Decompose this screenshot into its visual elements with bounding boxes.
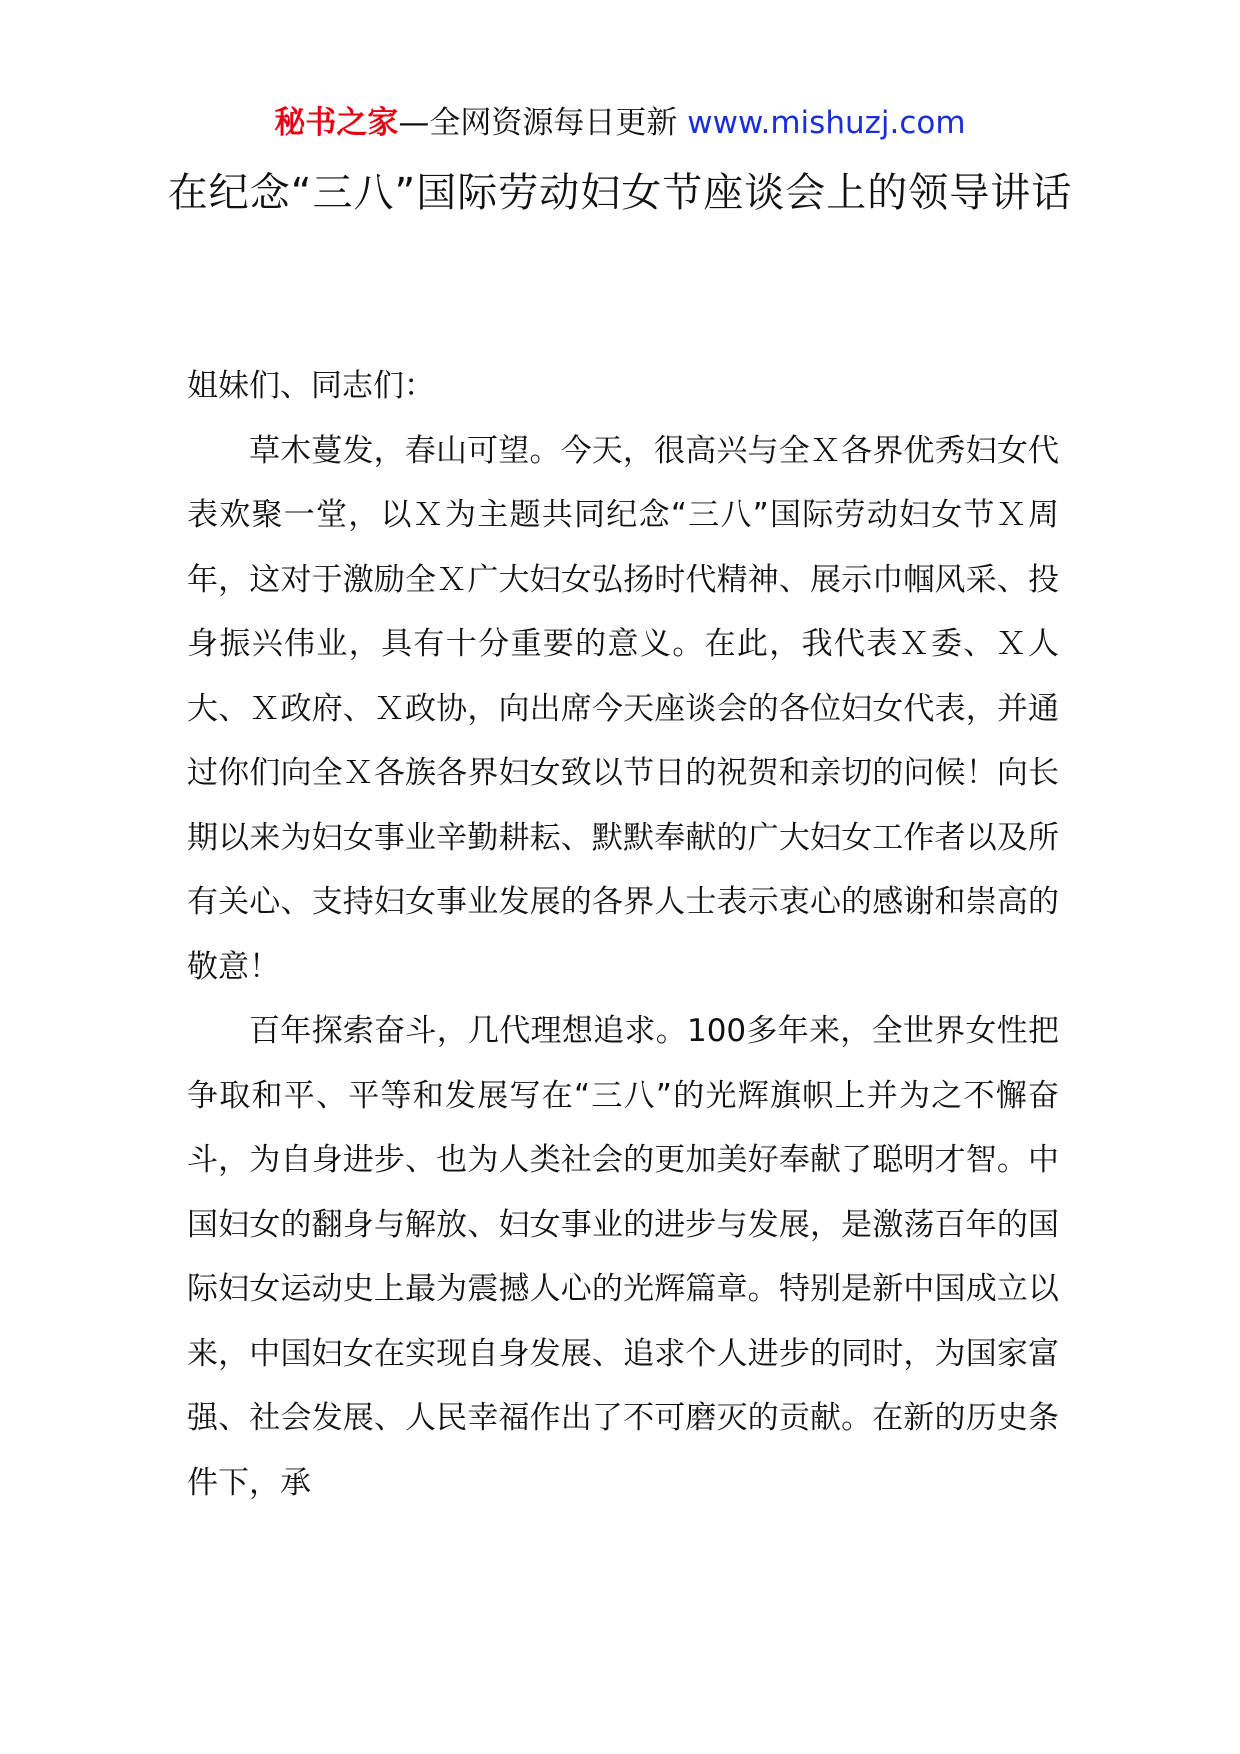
paragraph-2: 百年探索奋斗，几代理想追求。100多年来，全世界女性把争取和平、平等和发展写在“三八”的光辉旗帜上并为之不懈奋斗，为自身进步、也为人类社会的更加美好奉献了聪明才智。中国妇女的翻身与解放、妇女事业的进步与发展，是激荡百年的国际妇女运动史上最为震撼人心的光辉篇章。特别是新中国成立以来，中国妇女在实现自身发展、追求个人进步的同时，为国家富强、社会发展、人民幸福作出了不可磨灭的贡献。在新的历史条件下，承 bbox=[187, 1013, 1059, 1501]
brand-name: 秘书之家 bbox=[274, 105, 399, 141]
header-tagline: —全网资源每日更新 bbox=[398, 105, 688, 141]
salutation: 姐妹们、同志们： bbox=[187, 368, 435, 404]
site-header bbox=[0, 98, 1240, 148]
document-body bbox=[187, 354, 1059, 1515]
site-url-link[interactable]: www.mishuzj.com bbox=[687, 105, 966, 141]
paragraph-1: 草木蔓发，春山可望。今天，很高兴与全Ｘ各界优秀妇女代表欢聚一堂，以Ｘ为主题共同纪念“三八”国际劳动妇女节Ｘ周年，这对于激励全Ｘ广大妇女弘扬时代精神、展示巾帼风采、投身振兴伟业，具有十分重要的意义。在此，我代表Ｘ委、Ｘ人大、Ｘ政府、Ｘ政协，向出席今天座谈会的各位妇女代表，并通过你们向全Ｘ各族各界妇女致以节日的祝贺和亲切的问候！向长期以来为妇女事业辛勤耕耘、默默奉献的广大妇女工作者以及所有关心、支持妇女事业发展的各界人士表示衷心的感谢和崇高的敬意！ bbox=[187, 432, 1059, 985]
document-title: 在纪念“三八”国际劳动妇女节座谈会上的领导讲话 bbox=[167, 170, 1073, 216]
